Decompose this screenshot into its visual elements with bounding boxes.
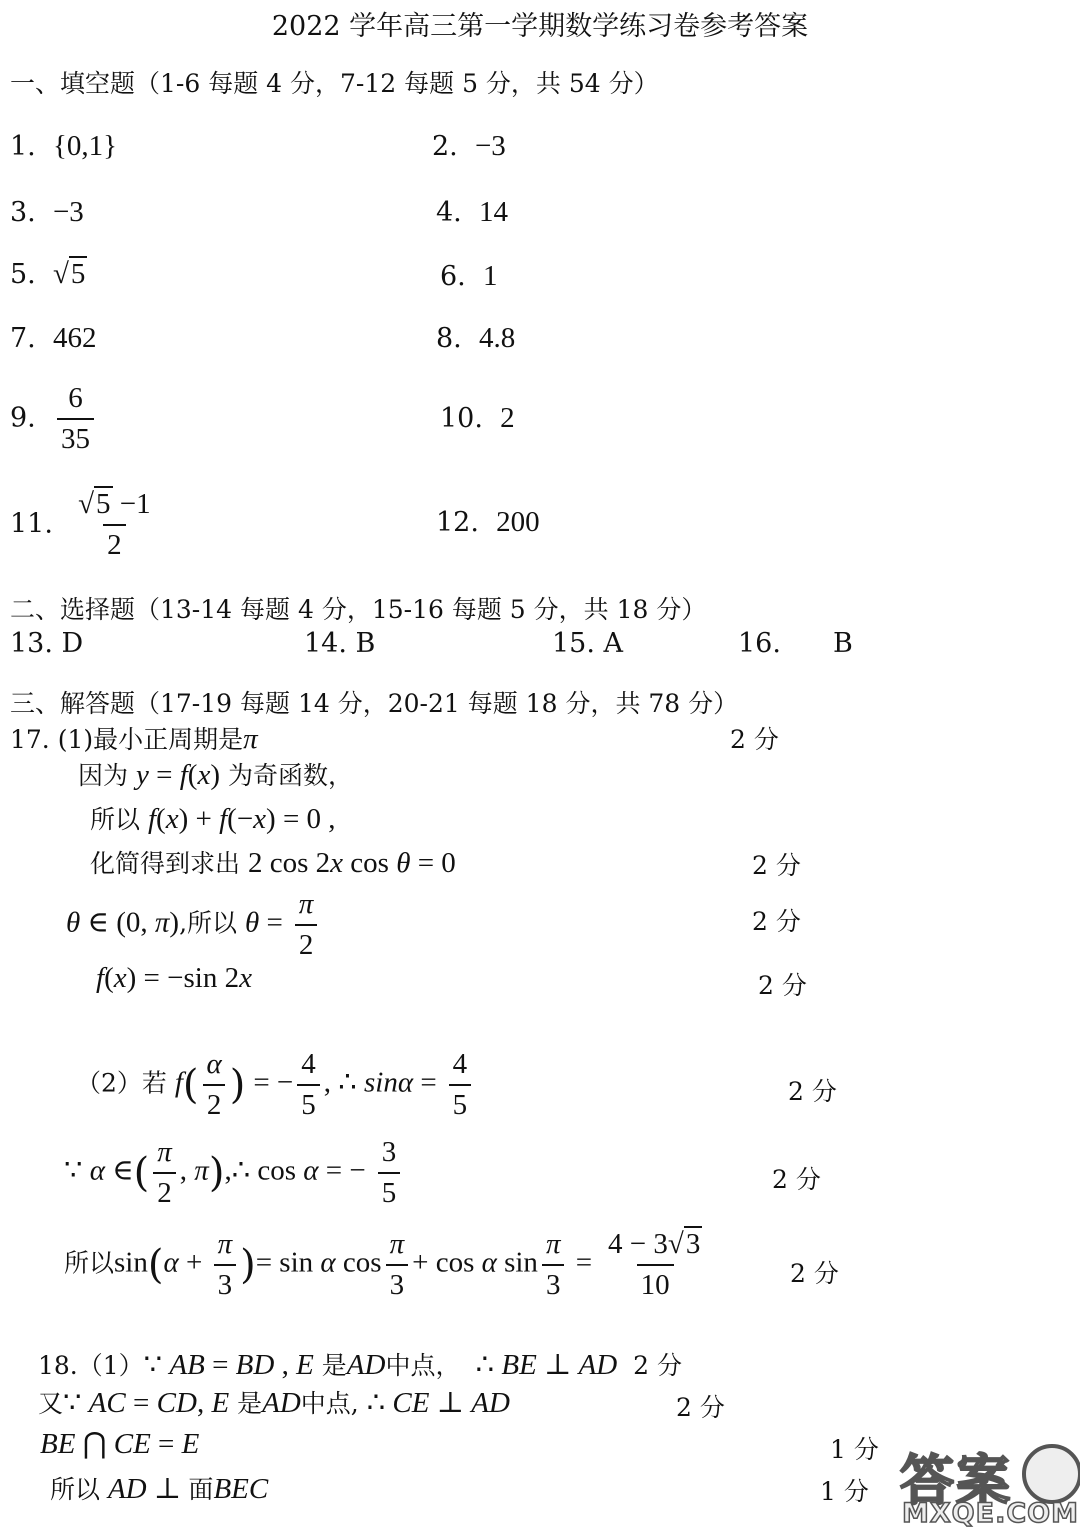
q17-score-4: 2 分 (758, 971, 807, 1000)
watermark-circle (1022, 1444, 1080, 1504)
q17-score-2: 2 分 (752, 851, 801, 880)
answer-7: 7. 462 (10, 322, 97, 354)
q17-score-3: 2 分 (752, 907, 801, 936)
page-title: 2022 学年高三第一学期数学练习卷参考答案 (271, 11, 809, 42)
answer-12: 12. 200 (436, 506, 540, 538)
watermark-top-text: 答案 (900, 1449, 1012, 1512)
section-heading-choice: 二、选择题（13-14 每题 4 分，15-16 每题 5 分，共 18 分） (10, 595, 707, 624)
answer-16: 16. B (738, 628, 853, 659)
q17-line7: （2）若 f( $\frac{\alpha}{2}$ ) = − $\frac{4}{5}$ , ∴ sinα = $\frac{4}{5}$ (76, 1048, 475, 1122)
answer-11: 11. $\frac{√5 -1}{2}$ (10, 488, 151, 561)
q17-line4: 化简得到求出 2 cos 2x cos θ = 0 (90, 847, 456, 879)
section-heading-solve: 三、解答题（17-19 每题 14 分，20-21 每题 18 分，共 78 分） (10, 689, 739, 718)
answer-1: 1. {0,1} (10, 130, 118, 162)
q17-line2: 因为 y = f(x) 为奇函数， (78, 759, 353, 791)
answer-14: 14. B (304, 628, 376, 659)
q17-line1: 17. (1)最小正周期是π (10, 723, 258, 755)
section-heading-fill: 一、填空题（1-6 每题 4 分，7-12 每题 5 分，共 54 分） (10, 69, 659, 98)
q17-score-6: 2 分 (772, 1165, 821, 1194)
watermark-url: MXQE.COM (902, 1498, 1079, 1529)
q18-score-3: 1 分 (830, 1435, 879, 1464)
q18-line1: 18.（1）∵ AB = BD , E 是AD中点， ∴ BE ⊥ AD 2 分 (38, 1349, 683, 1381)
watermark-logo (900, 1438, 1079, 1530)
answer-8: 8. 4.8 (436, 322, 516, 354)
q17-score-1: 2 分 (730, 725, 779, 754)
q18-line3: BE ⋂ CE = E (40, 1428, 200, 1460)
q17-line9: 所以sin(α + $\frac{\pi}{3}$ )= sin α cos $\frac{\pi}{3}$ + cos α sin $\frac{\pi}{3}$ = $\frac{4 - 3√3}{10}$ (64, 1228, 701, 1301)
q17-score-7: 2 分 (790, 1259, 839, 1288)
answer-5: 5. √5 (10, 258, 86, 290)
answer-6: 6. 1 (440, 260, 498, 292)
q18-line4: 所以 AD ⊥ 面BEC (50, 1473, 269, 1505)
answer-2: 2. −3 (432, 130, 506, 162)
q17-line8: ∵ α ∈( $\frac{\pi}{2}$ , π),∴ cos α = − $\frac{3}{5}$ (64, 1136, 404, 1210)
answer-10: 10. 2 (440, 402, 515, 434)
answer-4: 4. 14 (436, 196, 508, 228)
q17-line5: θ ∈ (0, π),所以 θ = $\frac{\pi}{2}$ (66, 888, 321, 962)
q17-line3: 所以 f(x) + f(−x) = 0 , (90, 803, 336, 835)
answer-9: 9. $\frac{6}{35}$ (10, 382, 98, 456)
q18-line2: 又∵ AC = CD, E 是AD中点, ∴ CE ⊥ AD (38, 1387, 510, 1419)
q18-score-4: 1 分 (820, 1477, 869, 1506)
answer-15: 15. A (552, 628, 624, 659)
answer-13: 13. D (10, 628, 84, 659)
q17-line6: f(x) = −sin 2x (96, 962, 252, 994)
answer-3: 3. −3 (10, 196, 84, 228)
q17-score-5: 2 分 (788, 1077, 837, 1106)
q18-score-2: 2 分 (676, 1393, 725, 1422)
